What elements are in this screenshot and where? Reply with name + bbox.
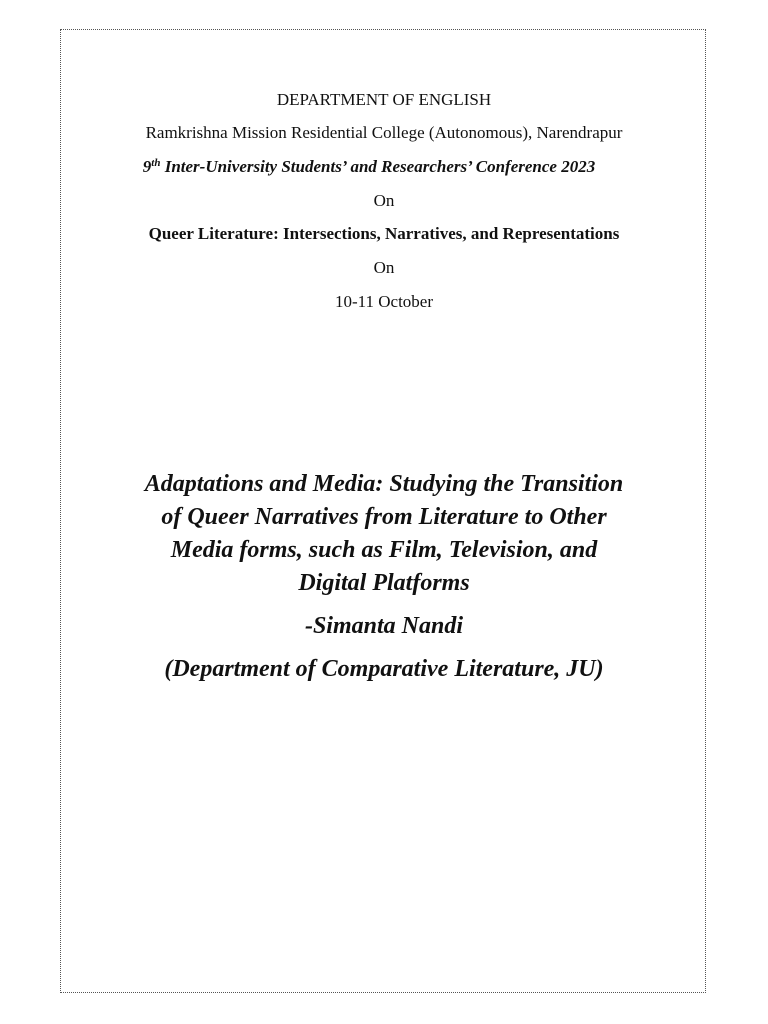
paper-title-line: of Queer Narratives from Literature to Other xyxy=(161,504,607,530)
conference-title xyxy=(0,156,768,178)
author-name: -Simanta Nandi xyxy=(304,613,464,639)
conference-ordinal-number: 9 xyxy=(142,157,152,176)
on-label-1: On xyxy=(373,191,395,210)
paper-title-line: Digital Platforms xyxy=(298,570,470,596)
conference-theme: Queer Literature: Intersections, Narratives, and Representations xyxy=(148,224,620,243)
author-affiliation: (Department of Comparative Literature, JU) xyxy=(164,656,604,682)
on-label-2: On xyxy=(373,258,395,277)
conference-dates: 10-11 October xyxy=(334,292,434,311)
conference-ordinal-suffix: th xyxy=(151,157,161,169)
paper-title-line: Media forms, such as Film, Television, and xyxy=(170,537,598,563)
paper-title xyxy=(100,468,668,600)
department-heading: DEPARTMENT OF ENGLISH xyxy=(276,90,492,109)
conference-name: Inter-University Students’ and Researchers’ Conference 2023 xyxy=(160,157,596,176)
paper-title-line: Adaptations and Media: Studying the Transition xyxy=(144,471,624,497)
college-name: Ramkrishna Mission Residential College (Autonomous), Narendrapur xyxy=(145,123,623,142)
